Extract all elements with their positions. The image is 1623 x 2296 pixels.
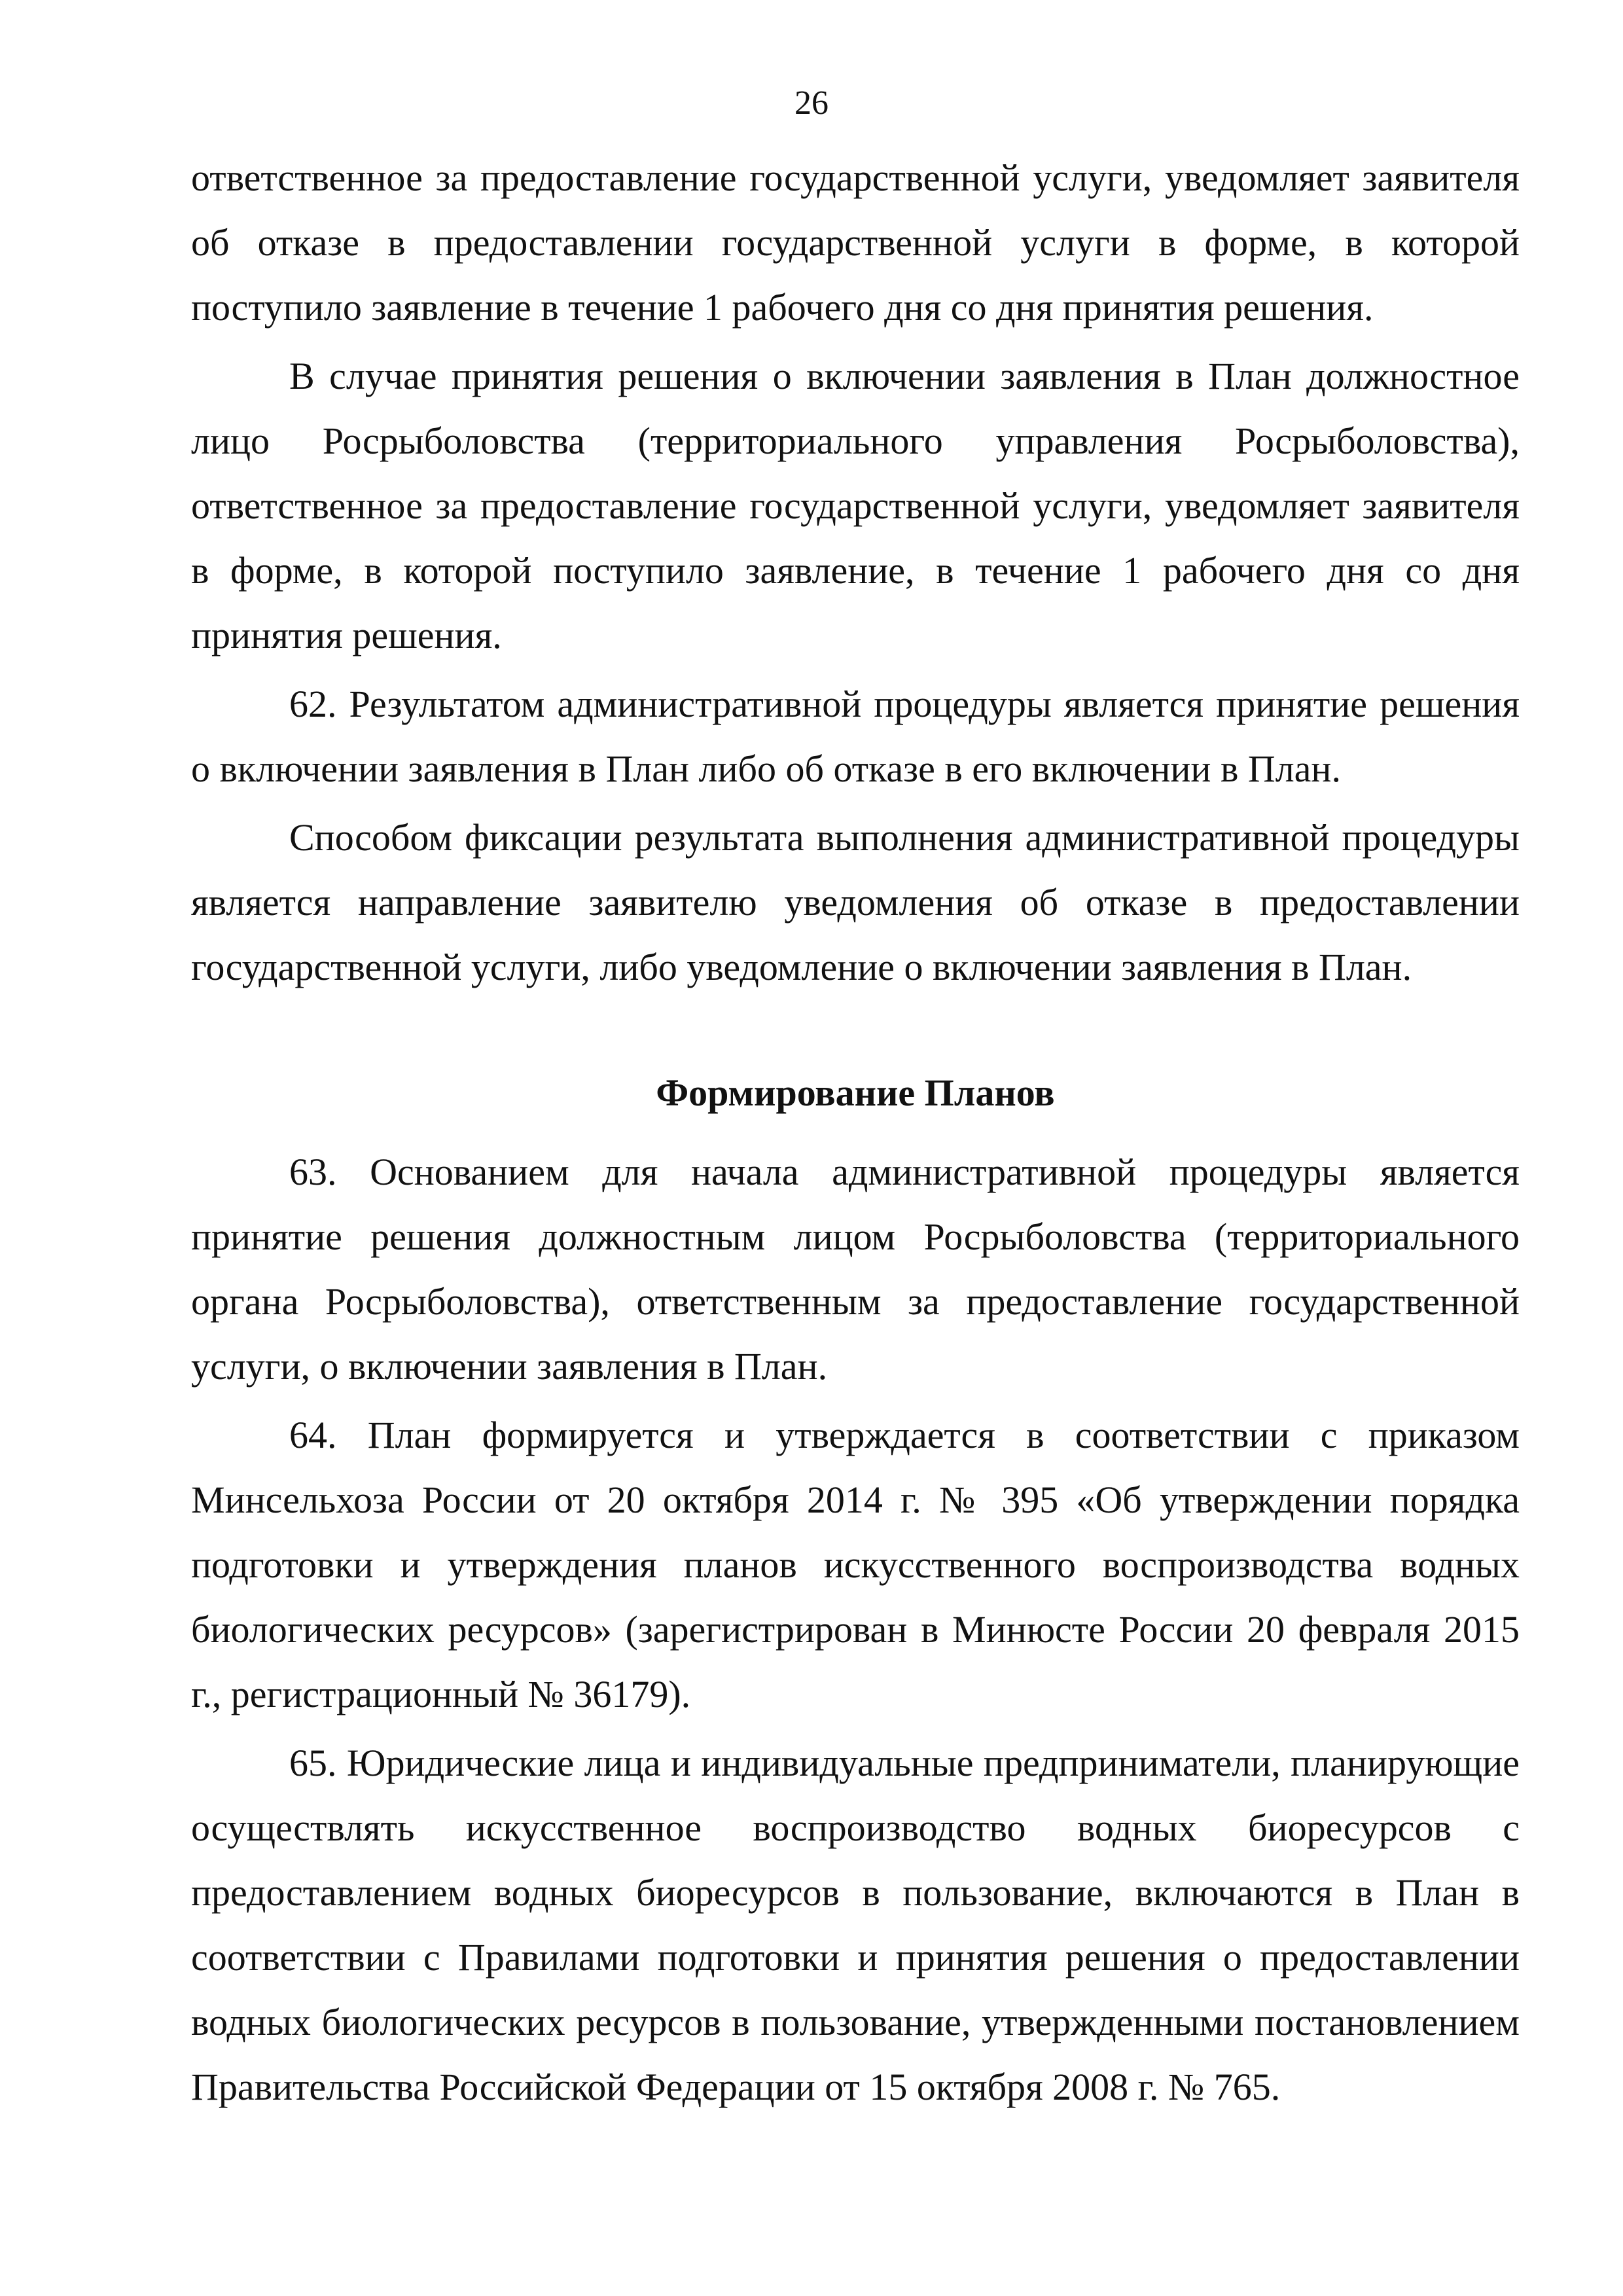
paragraph-65: 65. Юридические лица и индивидуальные предприниматели, планирующие осуществлять искусственное воспроизводство водных биоресурсов с предоставлением водных биоресурсов в пользование, включаются в План в соответствии с Правилами подготовки и принятия решения о предоставлении водных биологических ресурсов в пользование, утвержденными постановлением Правительства Российской Федерации от 15 октября 2008 г. № 765. [191,1742,1520,2108]
paragraph-continuation: ответственное за предоставление государственной услуги, уведомляет заявителя об отказе в предоставлении государственной услуги в форме, в которой поступило заявление в течение 1 рабочего дня со дня принятия решения. [191,156,1520,329]
paragraph-inclusion-case: В случае принятия решения о включении заявления в План должностное лицо Росрыболовства (территориального управления Росрыболовства), ответственное за предоставление государственной услуги, уведомляет заявителя в форме, в которой поступило заявление, в течение 1 рабочего дня со дня принятия решения. [191,355,1520,656]
paragraph-64: 64. План формируется и утверждается в соответствии с приказом Минсельхоза России от 20 октября 2014 г. № 395 «Об утверждении порядка подготовки и утверждения планов искусственного воспроизводства водных биологических ресурсов» (зарегистрирован в Минюсте России 20 февраля 2015 г., регистрационный № 36179). [191,1414,1520,1715]
paragraph-62: 62. Результатом административной процедуры является принятие решения о включении заявления в План либо об отказе в его включении в План. [191,683,1520,790]
paragraph-63: 63. Основанием для начала административной процедуры является принятие решения должностным лицом Росрыболовства (территориального органа Росрыболовства), ответственным за предоставление государственной услуги, о включении заявления в План. [191,1151,1520,1388]
paragraph-fixation-method: Способом фиксации результата выполнения административной процедуры является направление заявителю уведомления об отказе в предоставлении государственной услуги, либо уведомление о включении заявления в План. [191,816,1520,988]
document-body [191,145,1520,2119]
section-heading: Формирование Планов [656,1071,1055,1114]
page-number: 26 [794,84,829,122]
